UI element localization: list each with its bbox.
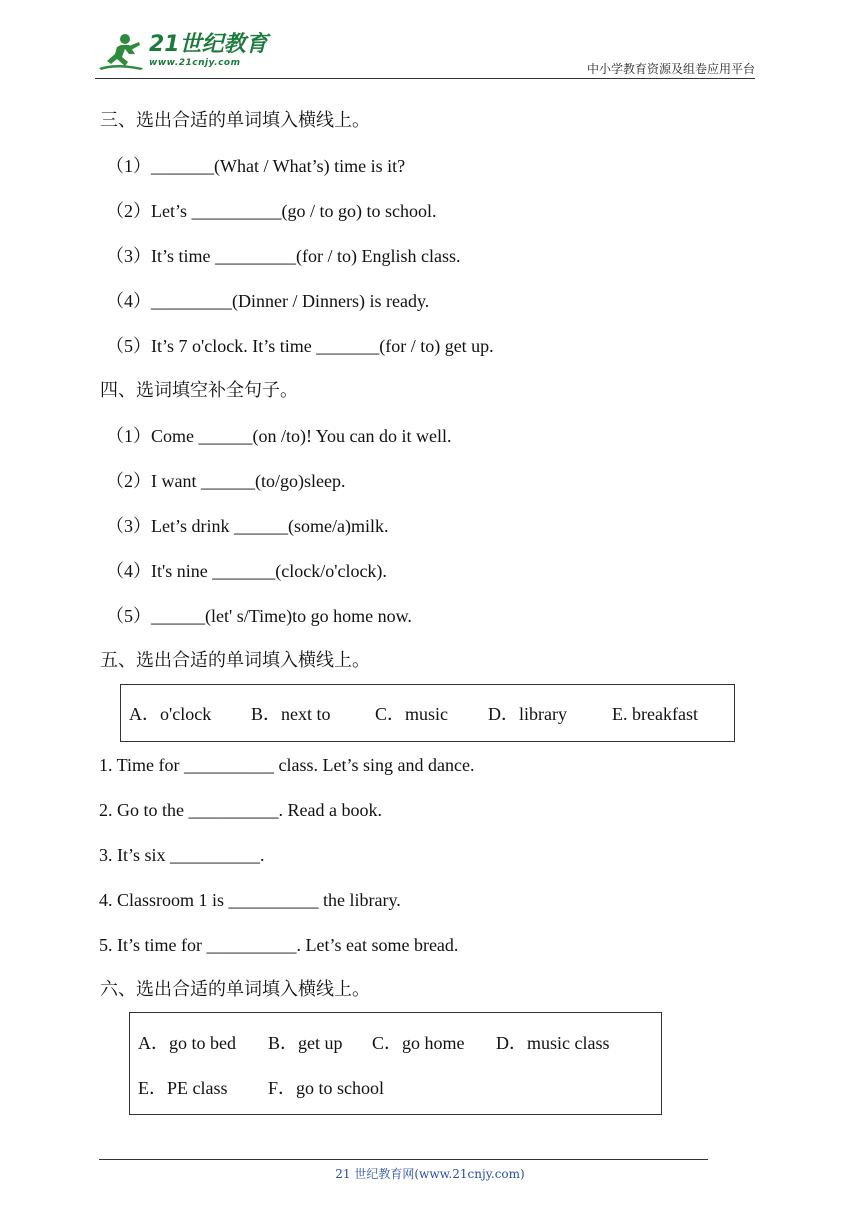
word-option: B．next to	[251, 704, 331, 724]
section-title: 六、选出合适的单词填入横线上。	[100, 979, 370, 1000]
question-item: （2）I want ______(to/go)sleep.	[106, 471, 346, 491]
logo-url: www.21cnjy.com	[149, 58, 241, 68]
word-option: D．library	[488, 704, 567, 724]
footer-divider	[99, 1159, 708, 1160]
word-option: B．get up	[268, 1033, 343, 1053]
word-bank-box	[120, 684, 735, 742]
word-bank-box	[129, 1012, 662, 1115]
question-item: （3）Let’s drink ______(some/a)milk.	[106, 516, 389, 536]
logo-name: 21世纪教育	[149, 32, 268, 57]
header-platform-text: 中小学教育资源及组卷应用平台	[586, 62, 755, 76]
word-option: E．PE class	[138, 1078, 228, 1098]
question-item: 2. Go to the __________. Read a book.	[99, 800, 382, 820]
site-logo	[95, 32, 268, 76]
word-option: A．o'clock	[129, 704, 212, 724]
word-option: C．go home	[372, 1033, 465, 1053]
question-item: （4）_________(Dinner / Dinners) is ready.	[106, 291, 430, 311]
question-item: 5. It’s time for __________. Let’s eat some bread.	[99, 935, 459, 955]
page-header	[95, 30, 755, 78]
question-item: 4. Classroom 1 is __________ the library.	[99, 890, 401, 910]
word-option: A．go to bed	[138, 1033, 236, 1053]
footer-text: 21 世纪教育网(www.21cnjy.com)	[335, 1167, 525, 1181]
word-option: F．go to school	[268, 1078, 385, 1098]
question-item: （3）It’s time _________(for / to) English class.	[106, 246, 461, 266]
question-item: 3. It’s six __________.	[99, 845, 265, 865]
section-title: 四、选词填空补全句子。	[100, 380, 298, 401]
section-title: 三、选出合适的单词填入横线上。	[100, 110, 370, 131]
question-item: （2）Let’s __________(go / to go) to school.	[106, 201, 437, 221]
question-item: （5）It’s 7 o'clock. It’s time _______(for / to) get up.	[106, 336, 494, 356]
question-item: （1）_______(What / What’s) time is it?	[106, 156, 406, 176]
word-option: D．music class	[496, 1033, 610, 1053]
header-divider	[95, 78, 755, 79]
word-option: C．music	[375, 704, 449, 724]
word-option: E. breakfast	[612, 704, 698, 724]
runner-logo-icon	[95, 32, 147, 76]
question-item: （1）Come ______(on /to)! You can do it well.	[106, 426, 452, 446]
question-item: （5）______(let' s/Time)to go home now.	[106, 606, 412, 626]
question-item: 1. Time for __________ class. Let’s sing and dance.	[99, 755, 475, 775]
section-title: 五、选出合适的单词填入横线上。	[100, 650, 370, 671]
question-item: （4）It's nine _______(clock/o'clock).	[106, 561, 387, 581]
